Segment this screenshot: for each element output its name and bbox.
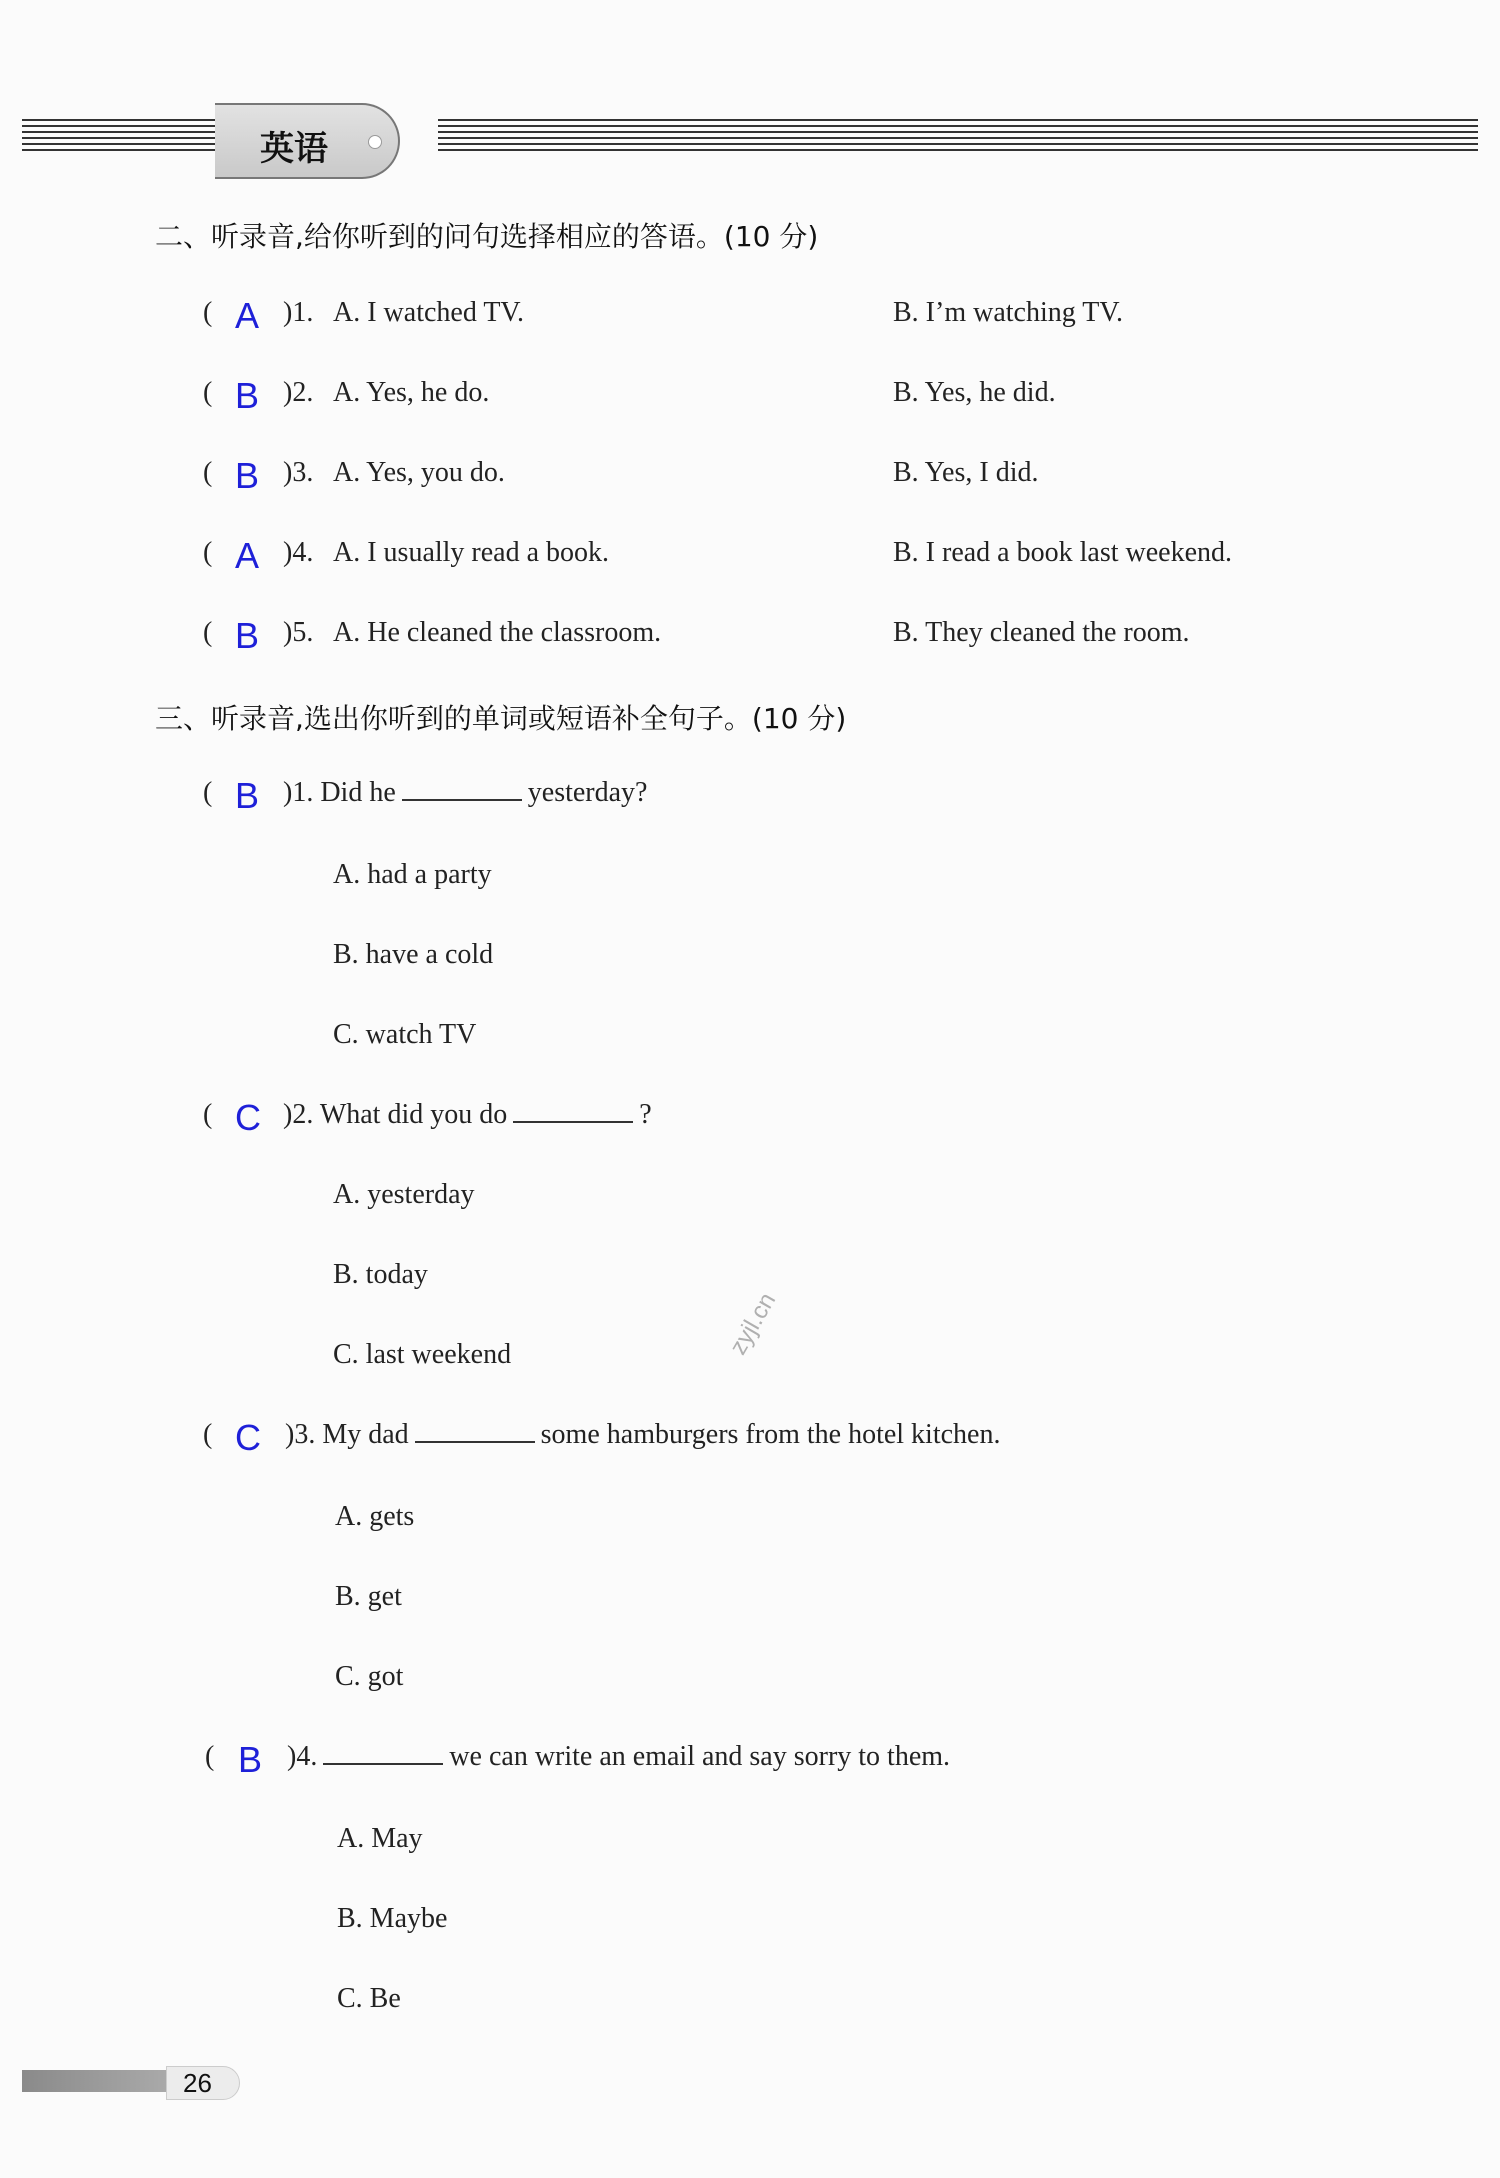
answer-mark: B (235, 375, 260, 416)
option-a: A. Yes, you do. (333, 457, 505, 488)
footer-bar (22, 2070, 170, 2092)
answer-mark: A (235, 295, 260, 336)
option: C. last weekend (333, 1339, 512, 1370)
stem-after-blank: some hamburgers from the hotel kitchen. (540, 1419, 1001, 1450)
subject-tab (215, 103, 400, 179)
answer-blank (402, 777, 522, 801)
page-number: 26 (183, 2068, 212, 2098)
answer-paren: ( (203, 1099, 213, 1130)
option-b: B. I read a book last weekend. (893, 537, 1232, 568)
option: A. gets (335, 1501, 415, 1532)
answer-mark: C (235, 1097, 261, 1138)
question-number: )4. (283, 537, 314, 568)
stem-before-blank: )4. (287, 1741, 318, 1772)
answer-blank (415, 1419, 535, 1443)
question-stem (287, 1741, 950, 1773)
option: C. got (335, 1661, 404, 1692)
question-number: )5. (283, 617, 314, 648)
option: C. watch TV (333, 1019, 477, 1050)
answer-paren: ( (203, 537, 213, 568)
header-rule-left (22, 119, 222, 163)
option: C. Be (337, 1983, 401, 2014)
answer-paren: ( (203, 617, 213, 648)
answer-paren: ( (203, 377, 213, 408)
watermark: zyjl.cn (724, 1288, 782, 1360)
option: A. May (337, 1823, 423, 1854)
answer-paren: ( (203, 457, 213, 488)
question-number: )3. (283, 457, 314, 488)
answer-mark: B (238, 1739, 263, 1780)
option: B. get (335, 1581, 402, 1612)
answer-mark: A (235, 535, 260, 576)
header-rule-right (438, 119, 1478, 163)
answer-paren: ( (205, 1741, 215, 1772)
stem-before-blank: )1. Did he (283, 777, 396, 808)
stem-before-blank: )3. My dad (285, 1419, 409, 1450)
question-stem (283, 777, 647, 809)
option-a: A. I usually read a book. (333, 537, 610, 568)
answer-mark: B (235, 615, 260, 656)
option: B. have a cold (333, 939, 494, 970)
stem-after-blank: we can write an email and say sorry to them. (449, 1741, 951, 1772)
section3-title: 三、听录音,选出你听到的单词或短语补全句子。(10 分) (155, 702, 847, 735)
answer-blank (513, 1099, 633, 1123)
option-b: B. I’m watching TV. (893, 297, 1123, 328)
stem-after-blank: ? (639, 1099, 652, 1130)
tab-dot-icon (368, 135, 382, 149)
question-number: )1. (283, 297, 314, 328)
option: A. had a party (333, 859, 492, 890)
answer-mark: C (235, 1417, 261, 1458)
question-stem (283, 1099, 652, 1131)
option-b: B. Yes, I did. (893, 457, 1039, 488)
answer-paren: ( (203, 777, 213, 808)
option-a: A. Yes, he do. (333, 377, 490, 408)
option: B. Maybe (337, 1903, 448, 1934)
answer-paren: ( (203, 1419, 213, 1450)
option-b: B. Yes, he did. (893, 377, 1056, 408)
stem-before-blank: )2. What did you do (283, 1099, 508, 1130)
section2-title: 二、听录音,给你听到的问句选择相应的答语。(10 分) (155, 220, 819, 253)
answer-paren: ( (203, 297, 213, 328)
question-stem (285, 1419, 1000, 1451)
option-a: A. I watched TV. (333, 297, 525, 328)
stem-after-blank: yesterday? (527, 777, 648, 808)
page-header (0, 95, 1500, 185)
option: A. yesterday (333, 1179, 475, 1210)
subject-title: 英语 (260, 129, 328, 169)
answer-mark: B (235, 455, 260, 496)
answer-mark: B (235, 775, 260, 816)
question-number: )2. (283, 377, 314, 408)
answer-blank (323, 1741, 443, 1765)
option-a: A. He cleaned the classroom. (333, 617, 662, 648)
option: B. today (333, 1259, 428, 1290)
option-b: B. They cleaned the room. (893, 617, 1190, 648)
